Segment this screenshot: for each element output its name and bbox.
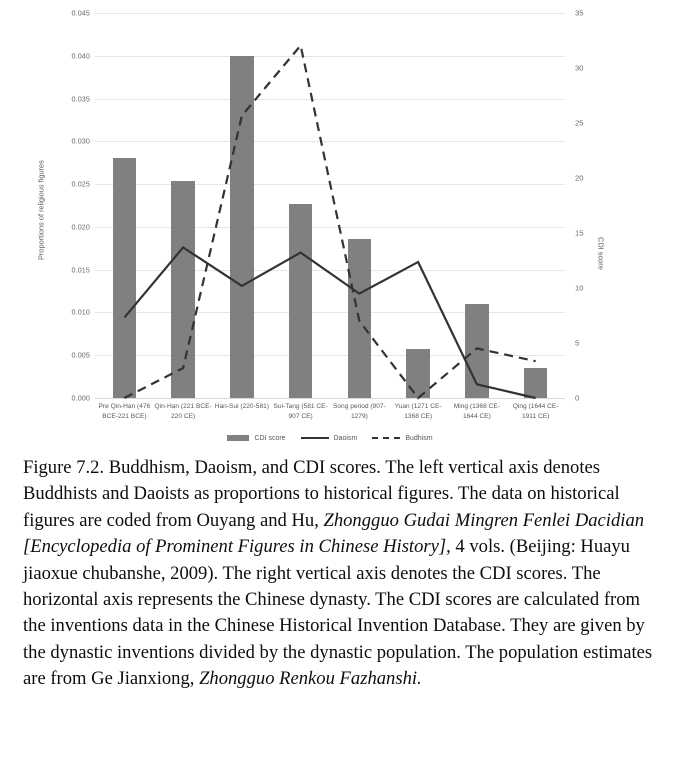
y-tick-label-left: 0.025 xyxy=(71,179,90,189)
y-tick-label-right: 10 xyxy=(575,283,584,293)
y-tick-label-right: 5 xyxy=(575,338,580,348)
x-axis-label: Pre Qin-Han (476 BCE-221 BCE) xyxy=(98,403,151,420)
y-tick-label-right: 15 xyxy=(575,228,584,238)
legend-item xyxy=(227,435,285,442)
y-tick-label-left: 0.045 xyxy=(71,8,90,18)
caption-text: , 4 vols. (Beijing: Huayu jiaoxue chubanshe, 2009). The right vertical axis denotes the CDI scores. The horizontal axis represents the Chinese dynasty. The CDI scores are calculated from the inventions data in the Chinese Historical Invention Database. They are given by the dynastic inventions divided by the dynastic population. The population estimates are from Ge Jianxiong, xyxy=(23,536,653,690)
y-tick-label-right: 35 xyxy=(575,8,584,18)
x-axis-label: Sui-Tang (581 CE-907 CE) xyxy=(273,403,328,420)
y-tick-label-left: 0.030 xyxy=(71,136,90,146)
x-axis-label: Song period (907-1279) xyxy=(332,403,386,420)
line-budhism xyxy=(124,46,535,398)
dashed-line-icon xyxy=(372,437,400,439)
legend-item xyxy=(301,435,358,442)
caption-text: Figure 7.2. Buddhism, Daoism, and CDI scores. The left vertical axis denotes Buddhists and Daoists as proportions to historical figures. The data on historical figures are coded from Ouyang and Hu, xyxy=(23,457,620,531)
bar-swatch-icon xyxy=(227,435,249,441)
y-tick-label-left: 0.000 xyxy=(71,393,90,403)
y-tick-label-right: 25 xyxy=(575,118,584,128)
legend-label: Budhism xyxy=(405,434,433,442)
y-axis-right-ticks xyxy=(575,8,605,403)
line-series-layer xyxy=(95,13,565,398)
y-tick-label-left: 0.015 xyxy=(71,265,90,275)
caption-title-italic: Zhongguo Gudai Mingren Fenlei Dacidian [Encyclopedia of Prominent Figures in Chinese History] xyxy=(23,509,645,558)
solid-line-icon xyxy=(301,437,329,439)
plot-area xyxy=(95,13,565,398)
y-tick-label-right: 30 xyxy=(575,63,584,73)
x-axis-label: Qing (1644 CE-1911 CE) xyxy=(512,403,559,420)
caption-title-italic: Zhongguo Renkou Fazhanshi. xyxy=(199,668,422,690)
figure-caption xyxy=(23,455,663,693)
line-daoism xyxy=(124,247,535,398)
x-axis-label: Han-Sui (220-581) xyxy=(214,403,269,410)
y-axis-right-title: CDI score xyxy=(596,236,606,270)
y-tick-label-right: 0 xyxy=(575,393,580,403)
y-axis-left-title: Proportions of religious figures xyxy=(36,160,46,260)
x-axis-label: Ming (1368 CE-1644 CE) xyxy=(453,403,500,420)
legend-item xyxy=(372,435,432,442)
y-tick-label-right: 20 xyxy=(575,173,584,183)
x-axis-label: Qin-Han (221 BCE-220 CE) xyxy=(154,403,212,420)
y-tick-label-left: 0.040 xyxy=(71,51,90,61)
y-axis-left-ticks xyxy=(52,8,90,403)
y-tick-label-left: 0.035 xyxy=(71,94,90,104)
gridline xyxy=(95,398,565,399)
y-tick-label-left: 0.010 xyxy=(71,307,90,317)
legend-label: CDI score xyxy=(254,434,286,442)
y-tick-label-left: 0.020 xyxy=(71,222,90,232)
y-tick-label-left: 0.005 xyxy=(71,350,90,360)
x-axis-label: Yuan (1271 CE-1368 CE) xyxy=(394,403,442,420)
chart-legend xyxy=(95,430,565,446)
legend-label: Daoism xyxy=(333,434,358,442)
